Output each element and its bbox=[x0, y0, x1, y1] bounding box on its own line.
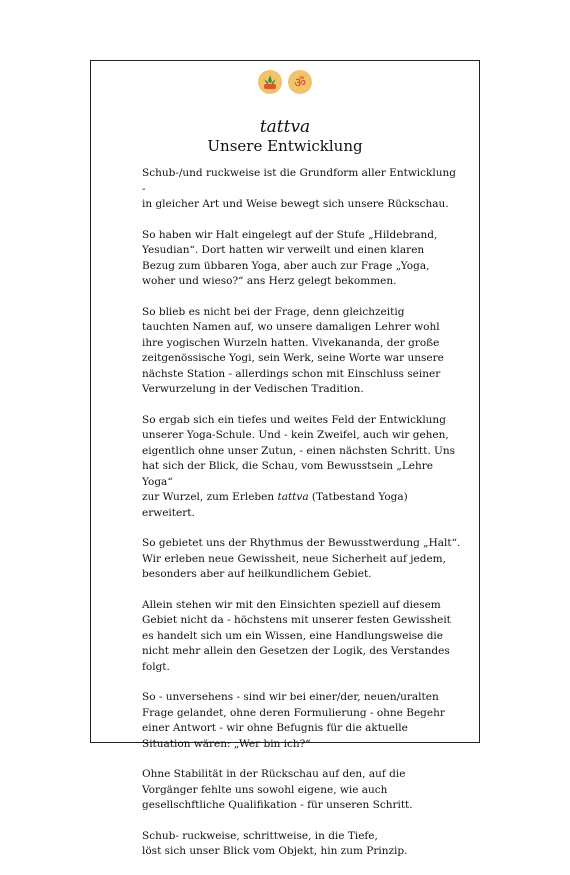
emphasis-tattva: tattva bbox=[277, 491, 309, 503]
paragraph: So haben wir Halt eingelegt auf der Stufe „Hildebrand, Yesudian“. Dort hatten wir verweilt und einen klaren Bezug zum übbaren Yoga, aber auch zur Frage „Yoga, woher und wieso?“ ans Herz gelegt bekommen. bbox=[142, 228, 438, 287]
paragraph: Schub- ruckweise, schrittweise, in die Tiefe, löst sich unser Blick vom Objekt, hin zum Prinzip. bbox=[142, 829, 408, 857]
paragraph: So ergab sich ein tiefes und weites Feld der Entwicklung unserer Yoga-Schule. Und - kein Zweifel, auch wir gehen, eigentlich ohne unser Zutun, - einen nächsten Schritt. Uns hat sich der Blick, die Schau, vom Bewusstsein „Lehre Yoga“ zur Wurzel, zum Erleben tattva (Tatbestand Yoga) erweitert. bbox=[142, 413, 455, 519]
paragraph: Schub-/und ruckweise ist die Grundform aller Entwicklung - in gleicher Art und Weise bewegt sich unsere Rückschau. bbox=[142, 167, 457, 210]
paragraph: Ohne Stabilität in der Rückschau auf den, auf die Vorgänger fehlte uns sowohl eigene, wie auch gesellschftliche Qualifikation - für unseren Schritt. bbox=[142, 768, 413, 811]
header-logos bbox=[0, 70, 570, 94]
paragraph: So gebietet uns der Rhythmus der Bewusstwerdung „Halt“. Wir erleben neue Gewissheit, neue Sicherheit auf jedem, besonders aber auf heilkundlichem Gebiet. bbox=[142, 537, 461, 580]
lotus-icon bbox=[258, 70, 282, 94]
page-title: tattva bbox=[259, 117, 311, 137]
page-subtitle: Unsere Entwicklung bbox=[207, 137, 363, 155]
paragraph: So - unversehens - sind wir bei einer/der, neuen/uralten Frage gelandet, ohne deren Formulierung - ohne Begehr einer Antwort - wir ohne Befugnis für die aktuelle Situation wären: „Wer bin ich?“ bbox=[142, 691, 445, 750]
body-text bbox=[142, 166, 462, 875]
svg-text:ॐ: ॐ bbox=[294, 76, 306, 91]
paragraph: So blieb es nicht bei der Frage, denn gleichzeitig tauchten Namen auf, wo unsere damaligen Lehrer wohl ihre yogischen Wurzeln hatten. Vivekananda, der große zeitgenössische Yogi, sein Werk, seine Worte war unsere nächste Station - allerdings schon mit Einschluss seiner Verwurzelung in der Vedischen Tradition. bbox=[142, 305, 444, 395]
paragraph: Allein stehen wir mit den Einsichten speziell auf diesem Gebiet nicht da - höchstens mit unserer festen Gewissheit es handelt sich um ein Wissen, eine Handlungsweise die nicht mehr allein den Gesetzen der Logik, des Verstandes folgt. bbox=[142, 598, 451, 673]
om-icon bbox=[288, 70, 312, 94]
